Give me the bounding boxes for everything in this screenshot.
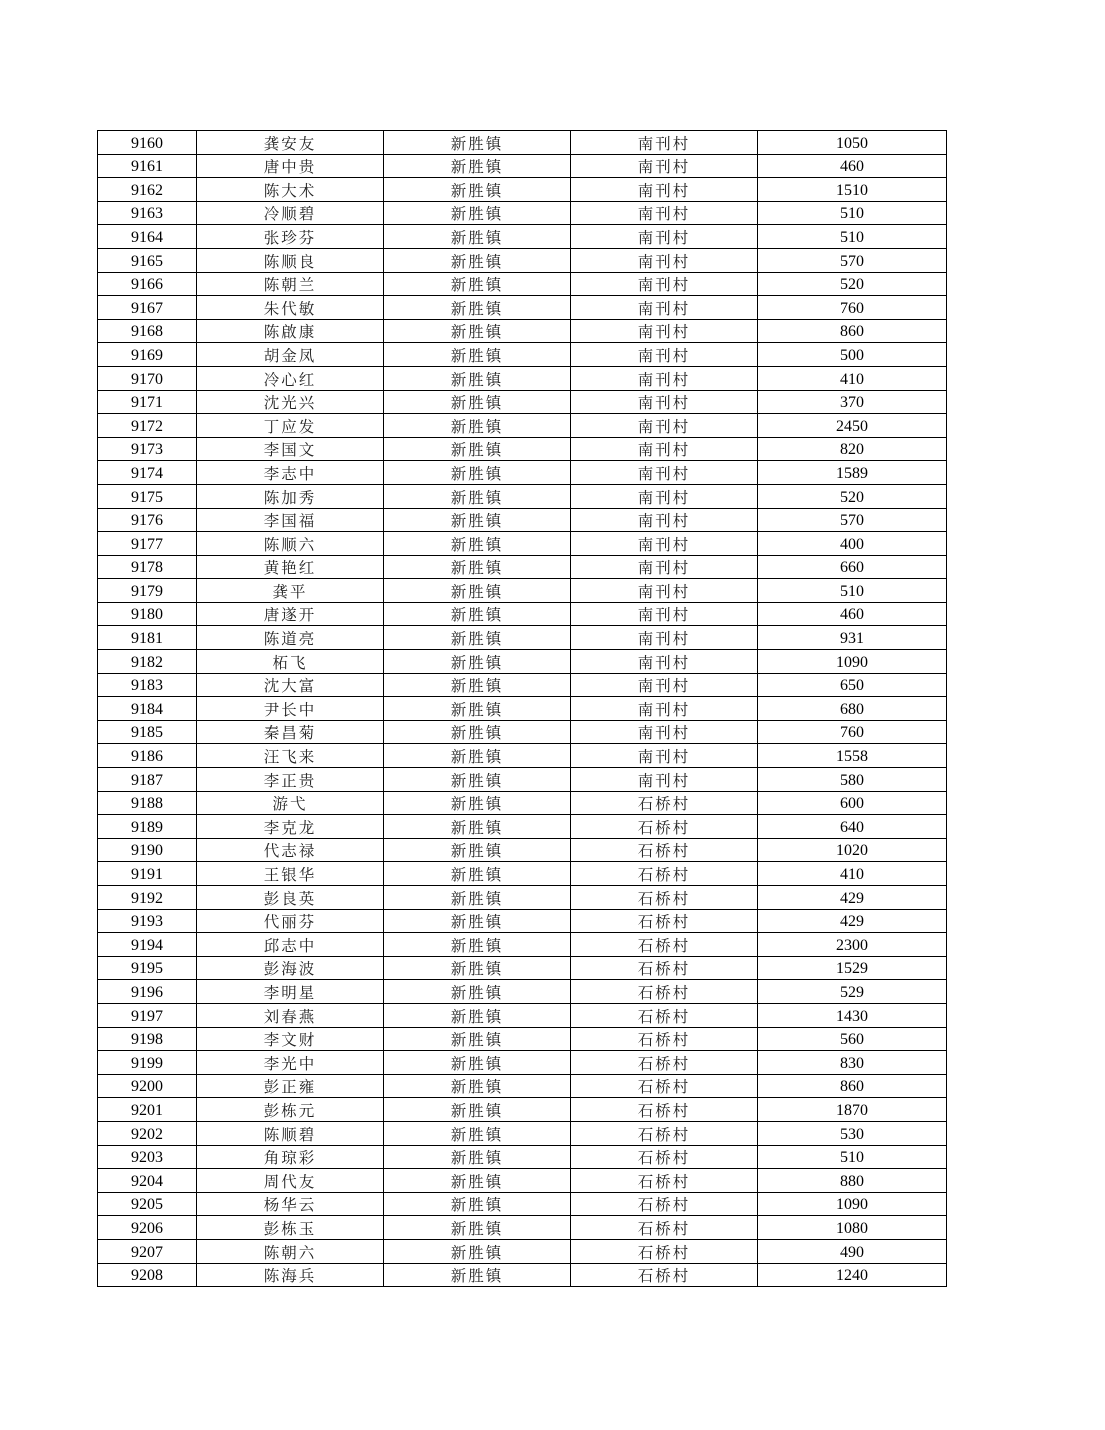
amount-cell: 1020 (758, 838, 947, 862)
table-row (98, 909, 947, 933)
village-cell: 南刊村 (571, 461, 758, 485)
table-row (98, 390, 947, 414)
town-cell: 新胜镇 (384, 555, 571, 579)
row-number-cell: 9171 (98, 390, 197, 414)
town-cell: 新胜镇 (384, 414, 571, 438)
table-row (98, 366, 947, 390)
town-cell: 新胜镇 (384, 697, 571, 721)
table-row (98, 1239, 947, 1263)
name-cell: 唐遂开 (197, 602, 384, 626)
table-row (98, 673, 947, 697)
village-cell: 南刊村 (571, 272, 758, 296)
town-cell: 新胜镇 (384, 838, 571, 862)
name-cell: 李文财 (197, 1027, 384, 1051)
town-cell: 新胜镇 (384, 508, 571, 532)
town-cell: 新胜镇 (384, 720, 571, 744)
row-number-cell: 9161 (98, 154, 197, 178)
amount-cell: 520 (758, 484, 947, 508)
amount-cell: 429 (758, 886, 947, 910)
table-row (98, 602, 947, 626)
village-cell: 石桥村 (571, 838, 758, 862)
table-row (98, 720, 947, 744)
amount-cell: 510 (758, 201, 947, 225)
amount-cell: 860 (758, 1074, 947, 1098)
row-number-cell: 9204 (98, 1169, 197, 1193)
village-cell: 南刊村 (571, 178, 758, 202)
village-cell: 石桥村 (571, 1121, 758, 1145)
town-cell: 新胜镇 (384, 225, 571, 249)
table-row (98, 1145, 947, 1169)
name-cell: 陈朝兰 (197, 272, 384, 296)
table-row (98, 272, 947, 296)
table-row (98, 461, 947, 485)
town-cell: 新胜镇 (384, 768, 571, 792)
row-number-cell: 9174 (98, 461, 197, 485)
amount-cell: 1080 (758, 1216, 947, 1240)
name-cell: 李明星 (197, 980, 384, 1004)
row-number-cell: 9186 (98, 744, 197, 768)
row-number-cell: 9196 (98, 980, 197, 1004)
amount-cell: 1050 (758, 131, 947, 155)
town-cell: 新胜镇 (384, 602, 571, 626)
town-cell: 新胜镇 (384, 1192, 571, 1216)
town-cell: 新胜镇 (384, 1263, 571, 1287)
name-cell: 陈加秀 (197, 484, 384, 508)
table-body (98, 131, 947, 1287)
table-row (98, 980, 947, 1004)
table-row (98, 886, 947, 910)
name-cell: 陈朝六 (197, 1239, 384, 1263)
row-number-cell: 9193 (98, 909, 197, 933)
town-cell: 新胜镇 (384, 650, 571, 674)
amount-cell: 560 (758, 1027, 947, 1051)
row-number-cell: 9203 (98, 1145, 197, 1169)
town-cell: 新胜镇 (384, 1121, 571, 1145)
name-cell: 陈顺碧 (197, 1121, 384, 1145)
name-cell: 陈大术 (197, 178, 384, 202)
town-cell: 新胜镇 (384, 532, 571, 556)
name-cell: 朱代敏 (197, 296, 384, 320)
row-number-cell: 9180 (98, 602, 197, 626)
name-cell: 彭海波 (197, 956, 384, 980)
data-table (97, 130, 947, 1287)
name-cell: 陈顺良 (197, 248, 384, 272)
amount-cell: 1589 (758, 461, 947, 485)
row-number-cell: 9199 (98, 1051, 197, 1075)
name-cell: 陈顺六 (197, 532, 384, 556)
village-cell: 南刊村 (571, 744, 758, 768)
name-cell: 代志禄 (197, 838, 384, 862)
name-cell: 丁应发 (197, 414, 384, 438)
row-number-cell: 9178 (98, 555, 197, 579)
village-cell: 南刊村 (571, 602, 758, 626)
table-row (98, 1216, 947, 1240)
amount-cell: 1870 (758, 1098, 947, 1122)
town-cell: 新胜镇 (384, 744, 571, 768)
village-cell: 石桥村 (571, 1263, 758, 1287)
name-cell: 李光中 (197, 1051, 384, 1075)
name-cell: 刘春燕 (197, 1003, 384, 1027)
village-cell: 南刊村 (571, 508, 758, 532)
village-cell: 南刊村 (571, 555, 758, 579)
amount-cell: 680 (758, 697, 947, 721)
table-row (98, 484, 947, 508)
table-row (98, 437, 947, 461)
village-cell: 南刊村 (571, 437, 758, 461)
name-cell: 李正贵 (197, 768, 384, 792)
row-number-cell: 9188 (98, 791, 197, 815)
town-cell: 新胜镇 (384, 886, 571, 910)
table-row (98, 1027, 947, 1051)
town-cell: 新胜镇 (384, 390, 571, 414)
village-cell: 南刊村 (571, 366, 758, 390)
name-cell: 李克龙 (197, 815, 384, 839)
table-row (98, 532, 947, 556)
amount-cell: 2300 (758, 933, 947, 957)
row-number-cell: 9202 (98, 1121, 197, 1145)
name-cell: 尹长中 (197, 697, 384, 721)
village-cell: 南刊村 (571, 720, 758, 744)
village-cell: 石桥村 (571, 1169, 758, 1193)
amount-cell: 410 (758, 862, 947, 886)
table-row (98, 1074, 947, 1098)
name-cell: 汪飞来 (197, 744, 384, 768)
name-cell: 彭栋元 (197, 1098, 384, 1122)
row-number-cell: 9184 (98, 697, 197, 721)
amount-cell: 650 (758, 673, 947, 697)
village-cell: 南刊村 (571, 201, 758, 225)
village-cell: 石桥村 (571, 909, 758, 933)
village-cell: 南刊村 (571, 343, 758, 367)
name-cell: 李志中 (197, 461, 384, 485)
table-row (98, 768, 947, 792)
row-number-cell: 9165 (98, 248, 197, 272)
amount-cell: 400 (758, 532, 947, 556)
row-number-cell: 9175 (98, 484, 197, 508)
name-cell: 彭正雍 (197, 1074, 384, 1098)
village-cell: 石桥村 (571, 1003, 758, 1027)
row-number-cell: 9205 (98, 1192, 197, 1216)
row-number-cell: 9160 (98, 131, 197, 155)
row-number-cell: 9177 (98, 532, 197, 556)
amount-cell: 880 (758, 1169, 947, 1193)
name-cell: 秦昌菊 (197, 720, 384, 744)
village-cell: 石桥村 (571, 1239, 758, 1263)
village-cell: 石桥村 (571, 1074, 758, 1098)
amount-cell: 460 (758, 154, 947, 178)
table-row (98, 414, 947, 438)
town-cell: 新胜镇 (384, 1239, 571, 1263)
amount-cell: 570 (758, 248, 947, 272)
town-cell: 新胜镇 (384, 437, 571, 461)
row-number-cell: 9190 (98, 838, 197, 862)
row-number-cell: 9169 (98, 343, 197, 367)
name-cell: 黄艳红 (197, 555, 384, 579)
amount-cell: 530 (758, 1121, 947, 1145)
village-cell: 南刊村 (571, 768, 758, 792)
town-cell: 新胜镇 (384, 1003, 571, 1027)
village-cell: 石桥村 (571, 862, 758, 886)
amount-cell: 1090 (758, 1192, 947, 1216)
amount-cell: 490 (758, 1239, 947, 1263)
table-row (98, 178, 947, 202)
table-row (98, 838, 947, 862)
amount-cell: 429 (758, 909, 947, 933)
name-cell: 陈道亮 (197, 626, 384, 650)
name-cell: 李国福 (197, 508, 384, 532)
amount-cell: 660 (758, 555, 947, 579)
row-number-cell: 9207 (98, 1239, 197, 1263)
amount-cell: 760 (758, 720, 947, 744)
name-cell: 唐中贵 (197, 154, 384, 178)
table-row (98, 933, 947, 957)
name-cell: 胡金凤 (197, 343, 384, 367)
amount-cell: 410 (758, 366, 947, 390)
row-number-cell: 9164 (98, 225, 197, 249)
village-cell: 石桥村 (571, 1051, 758, 1075)
amount-cell: 860 (758, 319, 947, 343)
name-cell: 沈大富 (197, 673, 384, 697)
table-row (98, 131, 947, 155)
village-cell: 南刊村 (571, 626, 758, 650)
village-cell: 石桥村 (571, 933, 758, 957)
amount-cell: 460 (758, 602, 947, 626)
amount-cell: 1240 (758, 1263, 947, 1287)
village-cell: 南刊村 (571, 673, 758, 697)
table-row (98, 1263, 947, 1287)
amount-cell: 760 (758, 296, 947, 320)
town-cell: 新胜镇 (384, 343, 571, 367)
row-number-cell: 9189 (98, 815, 197, 839)
table-row (98, 1051, 947, 1075)
village-cell: 南刊村 (571, 319, 758, 343)
row-number-cell: 9183 (98, 673, 197, 697)
amount-cell: 820 (758, 437, 947, 461)
name-cell: 张珍芬 (197, 225, 384, 249)
amount-cell: 931 (758, 626, 947, 650)
town-cell: 新胜镇 (384, 791, 571, 815)
row-number-cell: 9172 (98, 414, 197, 438)
name-cell: 李国文 (197, 437, 384, 461)
amount-cell: 529 (758, 980, 947, 1004)
town-cell: 新胜镇 (384, 366, 571, 390)
row-number-cell: 9182 (98, 650, 197, 674)
name-cell: 邱志中 (197, 933, 384, 957)
table-row (98, 626, 947, 650)
town-cell: 新胜镇 (384, 461, 571, 485)
town-cell: 新胜镇 (384, 1074, 571, 1098)
town-cell: 新胜镇 (384, 1051, 571, 1075)
village-cell: 石桥村 (571, 956, 758, 980)
town-cell: 新胜镇 (384, 296, 571, 320)
town-cell: 新胜镇 (384, 673, 571, 697)
name-cell: 王银华 (197, 862, 384, 886)
town-cell: 新胜镇 (384, 1216, 571, 1240)
table-row (98, 697, 947, 721)
row-number-cell: 9201 (98, 1098, 197, 1122)
row-number-cell: 9181 (98, 626, 197, 650)
village-cell: 南刊村 (571, 484, 758, 508)
name-cell: 周代友 (197, 1169, 384, 1193)
table-row (98, 650, 947, 674)
name-cell: 角琼彩 (197, 1145, 384, 1169)
name-cell: 陈啟康 (197, 319, 384, 343)
row-number-cell: 9197 (98, 1003, 197, 1027)
table-row (98, 815, 947, 839)
amount-cell: 520 (758, 272, 947, 296)
row-number-cell: 9185 (98, 720, 197, 744)
amount-cell: 830 (758, 1051, 947, 1075)
town-cell: 新胜镇 (384, 201, 571, 225)
row-number-cell: 9170 (98, 366, 197, 390)
village-cell: 南刊村 (571, 296, 758, 320)
town-cell: 新胜镇 (384, 862, 571, 886)
row-number-cell: 9195 (98, 956, 197, 980)
table-row (98, 1003, 947, 1027)
town-cell: 新胜镇 (384, 154, 571, 178)
table-row (98, 744, 947, 768)
town-cell: 新胜镇 (384, 131, 571, 155)
village-cell: 石桥村 (571, 1145, 758, 1169)
amount-cell: 570 (758, 508, 947, 532)
row-number-cell: 9198 (98, 1027, 197, 1051)
row-number-cell: 9194 (98, 933, 197, 957)
table-row (98, 579, 947, 603)
village-cell: 石桥村 (571, 1192, 758, 1216)
village-cell: 南刊村 (571, 650, 758, 674)
name-cell: 游弋 (197, 791, 384, 815)
amount-cell: 510 (758, 225, 947, 249)
row-number-cell: 9192 (98, 886, 197, 910)
table-row (98, 225, 947, 249)
town-cell: 新胜镇 (384, 1169, 571, 1193)
amount-cell: 640 (758, 815, 947, 839)
town-cell: 新胜镇 (384, 178, 571, 202)
village-cell: 石桥村 (571, 815, 758, 839)
name-cell: 杨华云 (197, 1192, 384, 1216)
amount-cell: 1090 (758, 650, 947, 674)
row-number-cell: 9208 (98, 1263, 197, 1287)
village-cell: 南刊村 (571, 414, 758, 438)
table-row (98, 862, 947, 886)
table-row (98, 956, 947, 980)
village-cell: 石桥村 (571, 791, 758, 815)
row-number-cell: 9168 (98, 319, 197, 343)
town-cell: 新胜镇 (384, 248, 571, 272)
name-cell: 沈光兴 (197, 390, 384, 414)
town-cell: 新胜镇 (384, 980, 571, 1004)
row-number-cell: 9167 (98, 296, 197, 320)
amount-cell: 2450 (758, 414, 947, 438)
row-number-cell: 9163 (98, 201, 197, 225)
table-row (98, 248, 947, 272)
town-cell: 新胜镇 (384, 272, 571, 296)
village-cell: 南刊村 (571, 154, 758, 178)
table-row (98, 1121, 947, 1145)
amount-cell: 500 (758, 343, 947, 367)
table-row (98, 296, 947, 320)
town-cell: 新胜镇 (384, 1027, 571, 1051)
table-row (98, 791, 947, 815)
village-cell: 南刊村 (571, 532, 758, 556)
amount-cell: 580 (758, 768, 947, 792)
name-cell: 陈海兵 (197, 1263, 384, 1287)
village-cell: 南刊村 (571, 131, 758, 155)
village-cell: 石桥村 (571, 1098, 758, 1122)
amount-cell: 1510 (758, 178, 947, 202)
row-number-cell: 9206 (98, 1216, 197, 1240)
village-cell: 南刊村 (571, 225, 758, 249)
town-cell: 新胜镇 (384, 626, 571, 650)
name-cell: 龚安友 (197, 131, 384, 155)
row-number-cell: 9191 (98, 862, 197, 886)
town-cell: 新胜镇 (384, 1145, 571, 1169)
village-cell: 石桥村 (571, 1216, 758, 1240)
town-cell: 新胜镇 (384, 815, 571, 839)
town-cell: 新胜镇 (384, 933, 571, 957)
name-cell: 彭良英 (197, 886, 384, 910)
name-cell: 代丽芬 (197, 909, 384, 933)
table-row (98, 201, 947, 225)
village-cell: 南刊村 (571, 697, 758, 721)
amount-cell: 370 (758, 390, 947, 414)
name-cell: 彭栋玉 (197, 1216, 384, 1240)
name-cell: 柘飞 (197, 650, 384, 674)
village-cell: 石桥村 (571, 980, 758, 1004)
table-row (98, 154, 947, 178)
amount-cell: 1430 (758, 1003, 947, 1027)
table-row (98, 1098, 947, 1122)
village-cell: 南刊村 (571, 579, 758, 603)
town-cell: 新胜镇 (384, 484, 571, 508)
village-cell: 石桥村 (571, 1027, 758, 1051)
row-number-cell: 9162 (98, 178, 197, 202)
table-row (98, 1192, 947, 1216)
row-number-cell: 9187 (98, 768, 197, 792)
name-cell: 龚平 (197, 579, 384, 603)
row-number-cell: 9176 (98, 508, 197, 532)
town-cell: 新胜镇 (384, 909, 571, 933)
row-number-cell: 9200 (98, 1074, 197, 1098)
table-row (98, 1169, 947, 1193)
town-cell: 新胜镇 (384, 579, 571, 603)
town-cell: 新胜镇 (384, 956, 571, 980)
town-cell: 新胜镇 (384, 1098, 571, 1122)
amount-cell: 510 (758, 1145, 947, 1169)
row-number-cell: 9166 (98, 272, 197, 296)
village-cell: 南刊村 (571, 248, 758, 272)
table-row (98, 508, 947, 532)
amount-cell: 1529 (758, 956, 947, 980)
village-cell: 石桥村 (571, 886, 758, 910)
table-row (98, 319, 947, 343)
amount-cell: 1558 (758, 744, 947, 768)
name-cell: 冷心红 (197, 366, 384, 390)
row-number-cell: 9173 (98, 437, 197, 461)
table-row (98, 343, 947, 367)
amount-cell: 600 (758, 791, 947, 815)
row-number-cell: 9179 (98, 579, 197, 603)
name-cell: 冷顺碧 (197, 201, 384, 225)
amount-cell: 510 (758, 579, 947, 603)
table-row (98, 555, 947, 579)
village-cell: 南刊村 (571, 390, 758, 414)
town-cell: 新胜镇 (384, 319, 571, 343)
